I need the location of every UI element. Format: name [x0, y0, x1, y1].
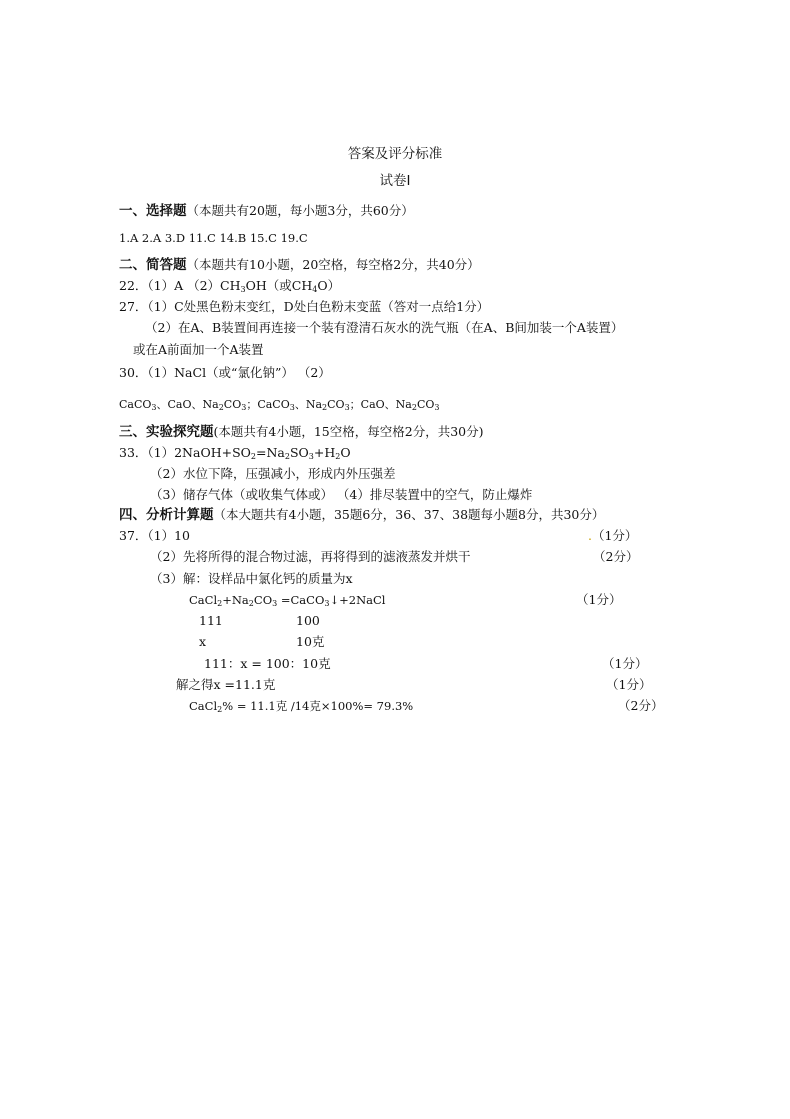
q33-part2: （2）水位下降，压强减小，形成内外压强差 — [150, 466, 396, 481]
section-2-desc: （本题共有10小题，20空格，每空格2分，共40分） — [186, 257, 480, 272]
unknown-x: x — [199, 634, 207, 649]
q37-part3: （3）解：设样品中氯化钙的质量为x — [150, 571, 353, 586]
molar-mass-cacl2: 111 — [199, 613, 223, 628]
solve-line: 解之得x =11.1克 — [176, 677, 276, 692]
section-2-heading: 二、简答题 — [119, 257, 187, 273]
proportion-score: （1分） — [602, 656, 648, 671]
document-subtitle: 试卷Ⅰ — [379, 173, 411, 189]
percentage-line: CaCl$_2$% = 11.1克 /14克×100%= 79.3% — [189, 699, 414, 714]
q30-part1: 30．（1）NaCl（或“氯化钠”） （2） — [119, 365, 331, 380]
equation-score: （1分） — [576, 592, 622, 607]
q33-part3: （3）储存气体（或收集气体或） （4）排尽装置中的空气，防止爆炸 — [150, 487, 533, 502]
q27-part2-cont: 或在A前面加一个A装置 — [133, 342, 264, 357]
section-1-desc: （本题共有20题，每小题3分，共60分） — [186, 203, 414, 218]
q27-part1: 27．（1）C处黑色粉末变红，D处白色粉末变蓝（答对一点给1分） — [119, 299, 490, 314]
section-1-answers: 1.A 2.A 3.D 11.C 14.B 15.C 19.C — [119, 231, 308, 245]
q27-part2: （2）在A、B装置间再连接一个装有澄清石灰水的洗气瓶（在A、B间加装一个A装置） — [145, 320, 624, 335]
section-3-heading: 三、实验探究题 — [119, 424, 214, 440]
section-3-line — [119, 424, 483, 440]
q37-part1-score: .（1分） — [588, 528, 638, 543]
section-1-line — [119, 203, 414, 219]
percentage-score: （2分） — [618, 698, 664, 713]
section-1-heading: 一、选择题 — [119, 203, 187, 219]
q37-part1: 37．（1）10 — [119, 528, 191, 543]
q37-part2-score: （2分） — [593, 549, 639, 564]
q30-part2: CaCO$_3$、CaO、$Na_2CO_3$；CaCO$_3$、$Na_2CO_3$；CaO、$Na_2CO_3$ — [119, 398, 440, 412]
section-4-heading: 四、分析计算题 — [119, 507, 214, 523]
q22-answer: 22．（1）A $(2)CH_3OH$（或$CH_4O$） — [119, 278, 341, 294]
document-title: 答案及评分标准 — [347, 146, 443, 162]
section-3-desc: (本题共有4小题，15空格，每空格2分，共30分) — [213, 424, 484, 439]
mass-caco3: 10克 — [296, 634, 325, 649]
proportion: 111：x = 100：10克 — [204, 656, 331, 671]
molar-mass-caco3: 100 — [296, 613, 320, 628]
section-4-line — [119, 507, 604, 523]
reaction-equation: $CaCl_2+Na_2CO_3$ =CaCO$_3$↓+2NaCl — [189, 593, 386, 608]
q37-part2: （2）先将所得的混合物过滤，再将得到的滤液蒸发并烘干 — [150, 549, 471, 564]
section-4-desc: （本大题共有4小题，35题6分，36、37、38题每小题8分，共30分） — [213, 507, 605, 522]
solve-score: （1分） — [606, 677, 652, 692]
q33-part1: 33．$(1)2NaOH+SO_2=Na_2SO_3+H_2O$ — [119, 445, 351, 461]
section-2-line — [119, 257, 480, 273]
